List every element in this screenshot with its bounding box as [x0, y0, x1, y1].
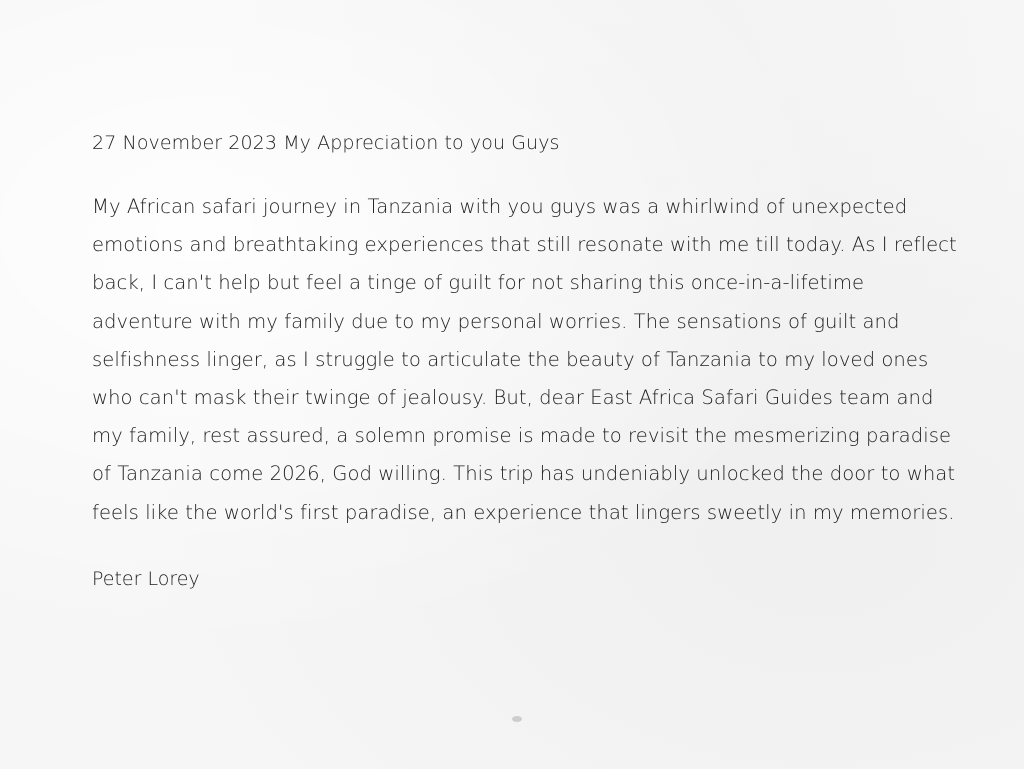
- note-heading: 27 November 2023 My Appreciation to you Guys: [92, 132, 560, 154]
- paper-smudge: [512, 716, 522, 722]
- handwritten-note: [92, 126, 962, 596]
- note-body: My African safari journey in Tanzania with you guys was a whirlwind of unexpected emotions and breathtaking experiences that still resonate with me till today. As I reflect back, I can't help but feel a tinge of guilt for not sharing this once-in-a-lifetime adventure with my family due to my personal worries. The sensations of guilt and selfishness linger, as I struggle to articulate the beauty of Tanzania to my loved ones who can't mask their twinge of jealousy. But, dear East Africa Safari Guides team and my family, rest assured, a solemn promise is made to revisit the mesmerizing paradise of Tanzania come 2026, God willing. This trip has undeniably unlocked the door to what feels like the world's first paradise, an experience that lingers sweetly in my memories.: [92, 195, 957, 524]
- note-signature: Peter Lorey: [92, 567, 200, 590]
